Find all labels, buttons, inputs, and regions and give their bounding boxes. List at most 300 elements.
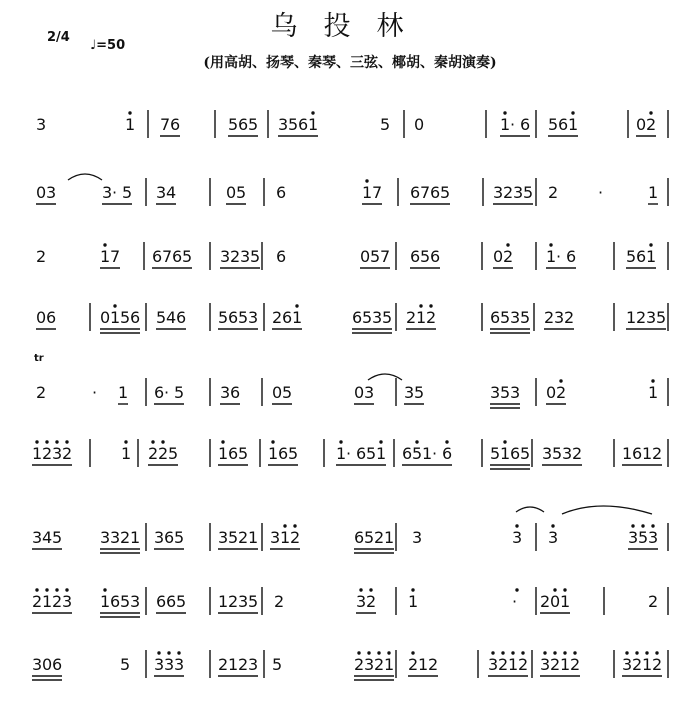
note-digit: 0 xyxy=(550,592,561,611)
note-digit: 3 xyxy=(554,308,565,327)
note-digit: 5 xyxy=(218,308,229,327)
note-digit: 0 xyxy=(272,383,283,402)
note-digit: 6 xyxy=(152,247,163,266)
note-digit: 2 xyxy=(374,528,385,547)
note-digit: 1 xyxy=(560,655,571,674)
note-digit: 6 xyxy=(110,592,121,611)
note-digit: 4 xyxy=(42,528,53,547)
note-digit: 1 xyxy=(626,308,637,327)
note-digit: 2 xyxy=(32,592,43,611)
note-digit: 5 xyxy=(638,528,649,547)
octave-dot-high xyxy=(521,651,524,654)
octave-dot-high xyxy=(387,651,390,654)
note-digit: 6 xyxy=(558,115,569,134)
note-digit: 2 xyxy=(366,592,377,611)
note-digit: 6 xyxy=(156,592,167,611)
note-digit: 1 xyxy=(376,444,387,463)
trill-mark: tr xyxy=(34,353,44,364)
note-digit: 3 xyxy=(488,655,499,674)
note-digit: 2 xyxy=(540,592,551,611)
note-digit: 5 xyxy=(552,444,563,463)
octave-dot-high xyxy=(128,111,131,114)
octave-dot-high xyxy=(151,440,154,443)
octave-dot-high xyxy=(379,440,382,443)
note-digit: 0 xyxy=(360,247,371,266)
note-digit: 3 xyxy=(364,655,375,674)
note-digit: 2 xyxy=(572,444,583,463)
note-digit: 5 xyxy=(156,308,167,327)
note-digit: 3 xyxy=(248,308,259,327)
note-digit: 0 xyxy=(42,655,53,674)
note-digit: 2 xyxy=(374,655,385,674)
note-digit: 2 xyxy=(228,592,239,611)
note-digit: 4 xyxy=(166,308,177,327)
octave-dot-high xyxy=(35,588,38,591)
note-digit: 1 xyxy=(646,247,657,266)
octave-dot-high xyxy=(369,588,372,591)
octave-dot-high xyxy=(167,651,170,654)
note-digit: 5 xyxy=(412,444,423,463)
octave-dot-high xyxy=(543,651,546,654)
note-digit: 3 xyxy=(562,444,573,463)
octave-dot-high xyxy=(271,440,274,443)
note-digit: 0 xyxy=(36,308,47,327)
octave-dot-high xyxy=(357,651,360,654)
note-digit: 0 xyxy=(414,115,425,134)
note-digit: 2 xyxy=(52,592,63,611)
note-digit: 3 xyxy=(218,528,229,547)
instrumentation-note: (用高胡、扬琴、秦琴、三弦、椰胡、秦胡演奏) xyxy=(203,55,497,71)
note-digit: 7 xyxy=(380,247,391,266)
octave-dot-high xyxy=(515,588,518,591)
note-digit: 2 xyxy=(62,444,73,463)
note-digit: 6 xyxy=(172,247,183,266)
note-digit: 2 xyxy=(36,383,47,402)
note-digit: 5 xyxy=(520,308,531,327)
tempo-marking: ♩=50 xyxy=(90,38,126,53)
note-digit: 6 xyxy=(520,115,531,134)
note-digit: 6 xyxy=(636,247,647,266)
note-digit: 1 xyxy=(568,115,579,134)
note-digit: 1 xyxy=(125,115,136,134)
note-digit: 1 xyxy=(384,655,395,674)
note-digit: 1 xyxy=(121,444,132,463)
note-digit: 2 xyxy=(238,655,249,674)
note-digit: 1 xyxy=(336,444,347,463)
note-digit: 5 xyxy=(236,183,247,202)
octave-dot-high xyxy=(625,651,628,654)
note-digit: 1 xyxy=(560,592,571,611)
note-digit: 2 xyxy=(648,592,659,611)
note-digit: 1 xyxy=(648,383,659,402)
octave-dot-high xyxy=(649,243,652,246)
note-digit: 2 xyxy=(548,183,559,202)
note-digit: 6 xyxy=(354,528,365,547)
note-digit: 3 xyxy=(174,655,185,674)
note-digit: 5 xyxy=(382,308,393,327)
octave-dot-high xyxy=(55,440,58,443)
note-digit: 1 xyxy=(248,528,259,547)
octave-dot-high xyxy=(645,651,648,654)
note-digit: 6 xyxy=(52,655,63,674)
note-digit: · xyxy=(164,383,170,402)
note-digit: · xyxy=(432,444,438,463)
octave-dot-high xyxy=(411,651,414,654)
note-digit: · xyxy=(556,247,562,266)
note-digit: 6 xyxy=(282,308,293,327)
note-digit: 6 xyxy=(46,308,57,327)
note-digit: 3 xyxy=(36,115,47,134)
note-digit: 3 xyxy=(220,383,231,402)
note-digit: 2 xyxy=(636,308,647,327)
octave-dot-high xyxy=(293,524,296,527)
note-digit: 3 xyxy=(648,528,659,547)
time-signature: 2/4 xyxy=(47,30,70,45)
note-digit: 3 xyxy=(513,183,524,202)
note-digit: 3 xyxy=(542,444,553,463)
note-digit: 6 xyxy=(170,115,181,134)
note-digit: 1 xyxy=(416,308,427,327)
note-digit: 5 xyxy=(548,115,559,134)
note-digit: 6 xyxy=(276,183,287,202)
note-digit: 5 xyxy=(248,592,259,611)
octave-dot-high xyxy=(45,440,48,443)
note-digit: 5 xyxy=(250,247,261,266)
note-digit: 2 xyxy=(148,444,159,463)
note-digit: 1 xyxy=(500,444,511,463)
octave-dot-high xyxy=(411,588,414,591)
note-digit: 3 xyxy=(46,183,57,202)
note-digit: 1 xyxy=(422,444,433,463)
note-digit: 3 xyxy=(110,528,121,547)
note-digit: 5 xyxy=(364,528,375,547)
octave-dot-high xyxy=(491,651,494,654)
octave-dot-high xyxy=(551,524,554,527)
octave-dot-high xyxy=(641,524,644,527)
octave-dot-high xyxy=(635,651,638,654)
note-digit: 1 xyxy=(130,528,141,547)
octave-dot-high xyxy=(549,243,552,246)
note-digit: 5 xyxy=(420,247,431,266)
note-digit: 3 xyxy=(356,592,367,611)
octave-dot-high xyxy=(359,588,362,591)
octave-dot-high xyxy=(311,111,314,114)
octave-dot-high xyxy=(113,304,116,307)
note-digit: 3 xyxy=(270,528,281,547)
note-digit: 5 xyxy=(626,247,637,266)
note-digit: 3 xyxy=(372,308,383,327)
note-digit: 6 xyxy=(410,183,421,202)
note-digit: 1 xyxy=(408,592,419,611)
note-digit: 3 xyxy=(278,115,289,134)
note-digit: 5 xyxy=(228,528,239,547)
note-digit: 5 xyxy=(248,115,259,134)
note-digit: 2 xyxy=(42,444,53,463)
note-digit: 6 xyxy=(430,183,441,202)
octave-dot-high xyxy=(295,304,298,307)
note-digit: 2 xyxy=(354,655,365,674)
note-digit: 5 xyxy=(490,444,501,463)
note-digit: 6 xyxy=(402,444,413,463)
note-digit: 2 xyxy=(518,655,529,674)
note-digit: 1 xyxy=(418,655,429,674)
note-digit: 6 xyxy=(490,308,501,327)
octave-dot-high xyxy=(429,304,432,307)
note-digit: 3 xyxy=(248,655,259,674)
octave-dot-high xyxy=(377,651,380,654)
octave-dot-high xyxy=(501,651,504,654)
note-digit: 0 xyxy=(493,247,504,266)
note-digit: 2 xyxy=(503,247,514,266)
note-digit: 2 xyxy=(426,308,437,327)
note-digit: 1 xyxy=(500,115,511,134)
octave-dot-high xyxy=(221,440,224,443)
note-digit: 5 xyxy=(414,383,425,402)
octave-dot-high xyxy=(45,588,48,591)
note-digit: 2 xyxy=(408,655,419,674)
note-digit: 2 xyxy=(550,655,561,674)
note-digit: 3 xyxy=(540,655,551,674)
note-digit: 2 xyxy=(564,308,575,327)
note-digit: 2 xyxy=(652,444,663,463)
note-digit: 5 xyxy=(500,308,511,327)
note-digit: 5 xyxy=(272,655,283,674)
note-digit: 1 xyxy=(228,655,239,674)
note-digit: · xyxy=(512,592,518,611)
note-digit: 3 xyxy=(52,444,63,463)
note-digit: 5 xyxy=(176,592,187,611)
note-digit: 5 xyxy=(656,308,667,327)
note-digit: 3 xyxy=(510,308,521,327)
note-digit: 1 xyxy=(384,528,395,547)
note-digit: 1 xyxy=(218,444,229,463)
note-digit: 2 xyxy=(230,247,241,266)
octave-dot-high xyxy=(649,111,652,114)
note-digit: 3 xyxy=(238,592,249,611)
note-digit: 5 xyxy=(168,444,179,463)
note-digit: 3 xyxy=(130,592,141,611)
octave-dot-high xyxy=(415,440,418,443)
note-digit: 6 xyxy=(352,308,363,327)
note-digit: 6 xyxy=(276,247,287,266)
note-digit: 6 xyxy=(410,247,421,266)
octave-dot-high xyxy=(515,524,518,527)
note-digit: 2 xyxy=(290,528,301,547)
octave-dot-high xyxy=(35,440,38,443)
note-digit: 3 xyxy=(240,247,251,266)
note-digit: 6 xyxy=(632,444,643,463)
octave-dot-high xyxy=(283,524,286,527)
note-digit: 7 xyxy=(160,115,171,134)
octave-dot-high xyxy=(339,440,342,443)
note-digit: 5 xyxy=(520,444,531,463)
note-digit: 2 xyxy=(632,655,643,674)
note-digit: 2 xyxy=(652,655,663,674)
note-digit: 2 xyxy=(272,308,283,327)
note-digit: 1 xyxy=(642,444,653,463)
octave-dot-high xyxy=(573,651,576,654)
note-digit: 1 xyxy=(218,592,229,611)
octave-dot-high xyxy=(157,651,160,654)
note-digit: 3 xyxy=(220,247,231,266)
octave-dot-high xyxy=(367,651,370,654)
score-title: 乌投林 xyxy=(270,11,430,42)
note-digit: 5 xyxy=(120,592,131,611)
octave-dot-high xyxy=(563,588,566,591)
note-digit: 5 xyxy=(362,308,373,327)
note-digit: 6 xyxy=(230,383,241,402)
note-digit: 1 xyxy=(508,655,519,674)
note-digit: 2 xyxy=(428,655,439,674)
octave-dot-high xyxy=(553,651,556,654)
note-digit: 6 xyxy=(238,115,249,134)
note-digit: 7 xyxy=(110,247,121,266)
note-digit: 6 xyxy=(130,308,141,327)
note-digit: 2 xyxy=(218,655,229,674)
note-digit: 0 xyxy=(100,308,111,327)
note-digit: 5 xyxy=(238,444,249,463)
octave-dot-high xyxy=(631,524,634,527)
octave-dot-high xyxy=(571,111,574,114)
octave-dot-high xyxy=(506,243,509,246)
note-digit: 2 xyxy=(406,308,417,327)
note-digit: 2 xyxy=(120,528,131,547)
octave-dot-high xyxy=(177,651,180,654)
note-digit: · xyxy=(598,183,604,202)
note-digit: 7 xyxy=(420,183,431,202)
octave-dot-high xyxy=(655,651,658,654)
note-digit: 3 xyxy=(404,383,415,402)
note-digit: 3 xyxy=(164,655,175,674)
note-digit: 1 xyxy=(308,115,319,134)
note-digit: 3 xyxy=(156,183,167,202)
note-digit: 1 xyxy=(546,247,557,266)
note-digit: · xyxy=(112,183,118,202)
tie-slur xyxy=(562,506,652,514)
note-digit: 1 xyxy=(100,247,111,266)
note-digit: 3 xyxy=(493,183,504,202)
note-digit: 3 xyxy=(512,528,523,547)
note-digit: 6 xyxy=(228,444,239,463)
note-digit: 5 xyxy=(120,655,131,674)
note-digit: 1 xyxy=(648,183,659,202)
octave-dot-high xyxy=(103,588,106,591)
note-digit: 7 xyxy=(162,247,173,266)
note-digit: 4 xyxy=(166,183,177,202)
note-digit: 3 xyxy=(32,528,43,547)
note-digit: 1 xyxy=(622,444,633,463)
tie-slur xyxy=(368,374,402,380)
octave-dot-high xyxy=(563,651,566,654)
note-digit: 5 xyxy=(238,308,249,327)
note-digit: 6 xyxy=(510,444,521,463)
octave-dot-high xyxy=(55,588,58,591)
note-digit: 0 xyxy=(226,183,237,202)
note-digit: 1 xyxy=(42,592,53,611)
note-digit: 7 xyxy=(372,183,383,202)
note-digit: 5 xyxy=(122,183,133,202)
note-digit: 2 xyxy=(570,655,581,674)
note-digit: 6 xyxy=(154,383,165,402)
note-digit: 5 xyxy=(288,444,299,463)
note-digit: · xyxy=(510,115,516,134)
note-digit: 1 xyxy=(268,444,279,463)
note-digit: · xyxy=(346,444,352,463)
note-digit: 3 xyxy=(102,183,113,202)
note-digit: 5 xyxy=(523,183,534,202)
note-digit: 5 xyxy=(228,115,239,134)
note-digit: 1 xyxy=(110,308,121,327)
note-digit: 1 xyxy=(642,655,653,674)
note-digit: 0 xyxy=(36,183,47,202)
note-digit: 5 xyxy=(380,115,391,134)
note-digit: 0 xyxy=(546,383,557,402)
octave-dot-high xyxy=(651,524,654,527)
tie-slur xyxy=(68,174,102,180)
note-digit: 2 xyxy=(544,308,555,327)
note-digit: 6 xyxy=(298,115,309,134)
note-digit: 2 xyxy=(556,383,567,402)
octave-dot-high xyxy=(65,440,68,443)
octave-dot-high xyxy=(445,440,448,443)
octave-dot-high xyxy=(161,440,164,443)
octave-dot-high xyxy=(503,111,506,114)
note-digit: 6 xyxy=(430,247,441,266)
note-digit: 6 xyxy=(278,444,289,463)
note-digit: 3 xyxy=(490,383,501,402)
note-digit: 3 xyxy=(364,383,375,402)
note-digit: 6 xyxy=(164,528,175,547)
note-digit: 3 xyxy=(622,655,633,674)
octave-dot-high xyxy=(651,379,654,382)
note-digit: 5 xyxy=(174,528,185,547)
note-digit: 1 xyxy=(118,383,129,402)
note-digit: 1 xyxy=(32,444,43,463)
note-digit: 3 xyxy=(510,383,521,402)
note-digit: 3 xyxy=(548,528,559,547)
note-digit: 3 xyxy=(100,528,111,547)
note-digit: 1 xyxy=(100,592,111,611)
note-digit: · xyxy=(92,383,98,402)
note-digit: 6 xyxy=(166,592,177,611)
note-digit: 2 xyxy=(238,528,249,547)
note-digit: 5 xyxy=(366,444,377,463)
note-digit: 5 xyxy=(370,247,381,266)
note-digit: 3 xyxy=(154,655,165,674)
note-digit: 6 xyxy=(176,308,187,327)
note-digit: 5 xyxy=(440,183,451,202)
note-digit: 0 xyxy=(636,115,647,134)
note-digit: 3 xyxy=(628,528,639,547)
octave-dot-high xyxy=(559,379,562,382)
note-digit: 5 xyxy=(52,528,63,547)
note-digit: 2 xyxy=(158,444,169,463)
note-digit: 2 xyxy=(36,247,47,266)
note-digit: 6 xyxy=(356,444,367,463)
note-digit: 1 xyxy=(362,183,373,202)
note-digit: 5 xyxy=(282,383,293,402)
note-digit: 3 xyxy=(32,655,43,674)
note-digit: 6 xyxy=(566,247,577,266)
note-digit: 5 xyxy=(182,247,193,266)
octave-dot-high xyxy=(511,651,514,654)
note-digit: 1 xyxy=(280,528,291,547)
octave-dot-high xyxy=(419,304,422,307)
note-digit: 3 xyxy=(646,308,657,327)
tie-slur xyxy=(516,507,544,512)
note-digit: 5 xyxy=(288,115,299,134)
octave-dot-high xyxy=(124,440,127,443)
